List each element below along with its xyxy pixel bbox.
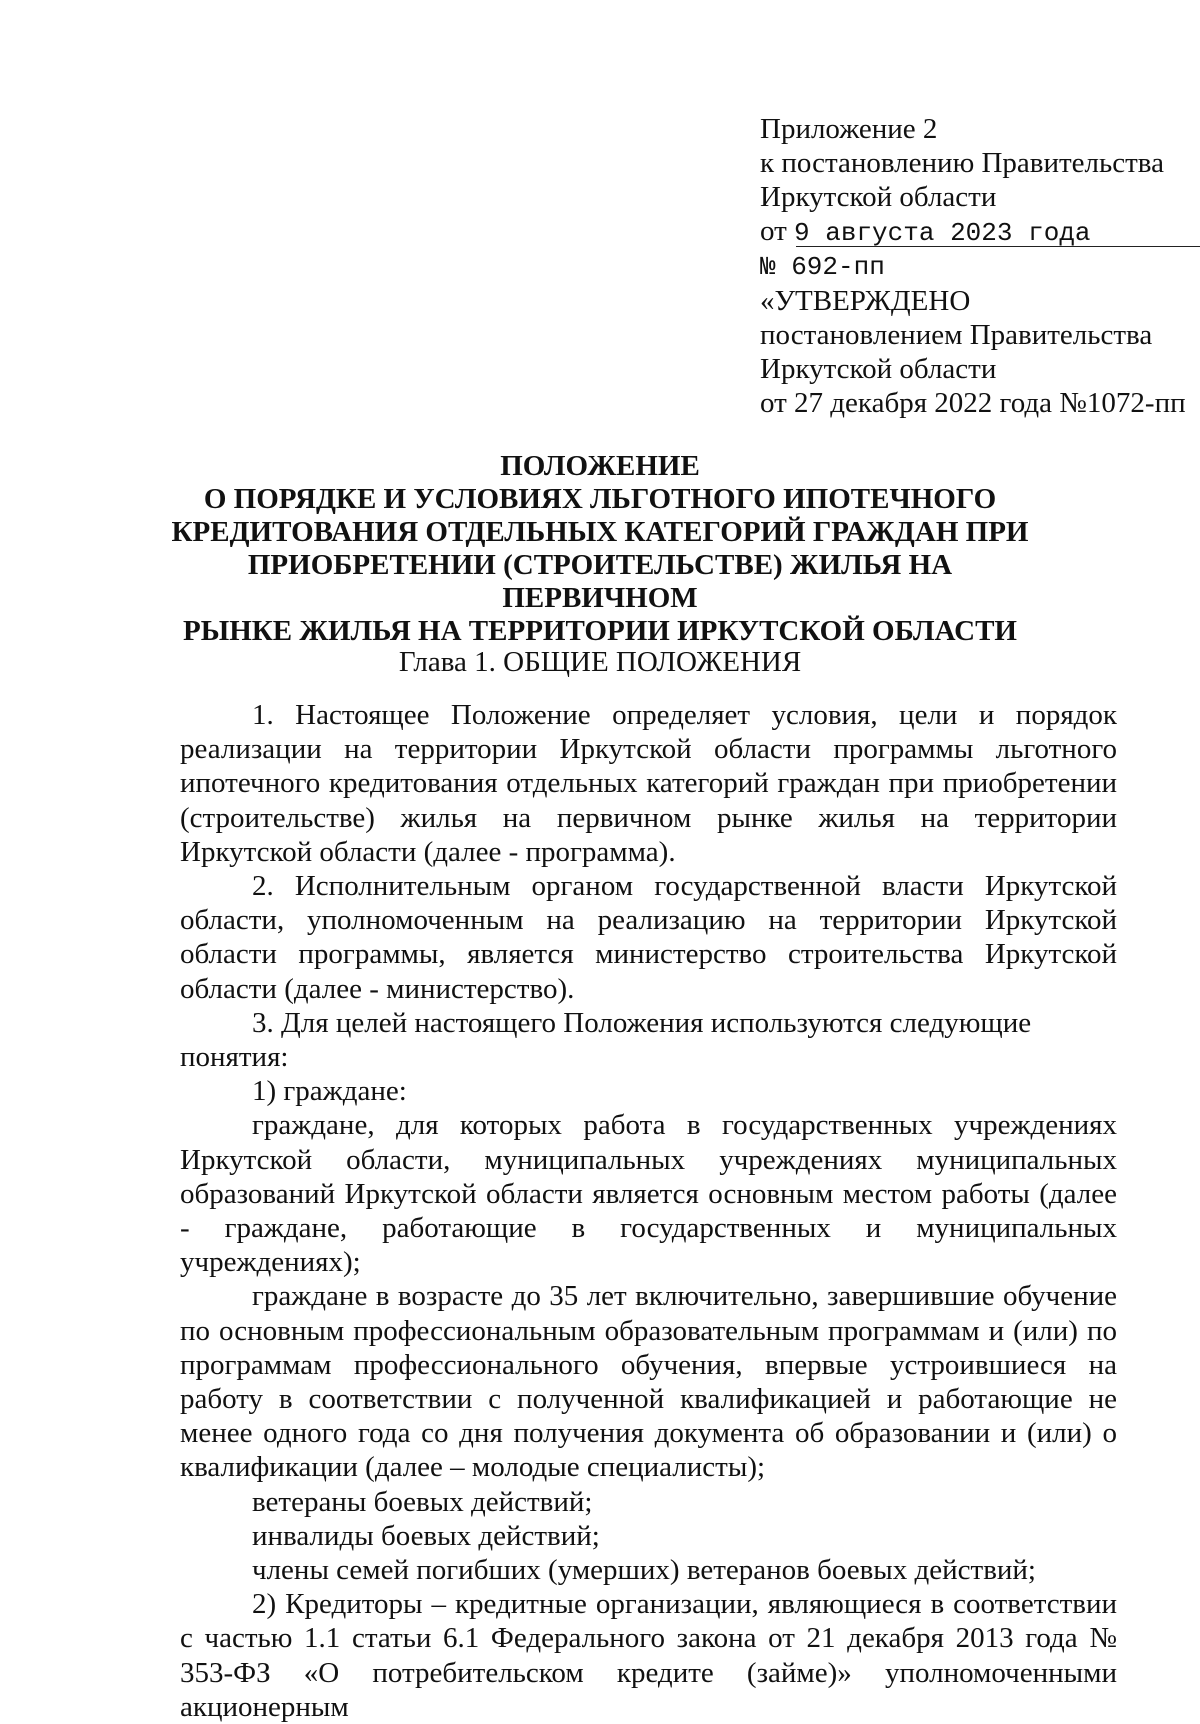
- appendix-header: [760, 112, 1186, 420]
- appendix-label: Приложение 2: [760, 113, 938, 145]
- paragraph: инвалиды боевых действий;: [252, 1519, 600, 1552]
- approved-date-number: от 27 декабря 2022 года №1072-пп: [760, 387, 1186, 419]
- paragraph: 1. Настоящее Положение определяет условия, цели и порядок реализации на территории Иркутской области программы льготного ипотечного кредитования отдельных категорий граждан при приобретении (строительстве) жилья на первичном рынке жилья на территории Иркутской области (далее - программа).: [180, 699, 1117, 868]
- appendix-region: Иркутской области: [760, 181, 997, 213]
- paragraph: ветераны боевых действий;: [252, 1485, 593, 1518]
- date-underline: [796, 246, 1200, 247]
- document-title: [150, 450, 1050, 648]
- paragraph: 3. Для целей настоящего Положения используются следующие понятия:: [180, 1006, 1032, 1074]
- document-body: [180, 698, 1117, 1724]
- paragraph: 1) граждане:: [252, 1075, 407, 1108]
- resolution-date: 9 августа 2023 года: [794, 218, 1091, 248]
- chapter-heading: Глава 1. ОБЩИЕ ПОЛОЖЕНИЯ: [398, 646, 802, 678]
- approved-label: «УТВЕРЖДЕНО: [760, 285, 971, 317]
- title-line: КРЕДИТОВАНИЯ ОТДЕЛЬНЫХ КАТЕГОРИЙ ГРАЖДАН ПРИ: [171, 516, 1029, 548]
- resolution-date-line: [760, 214, 1180, 250]
- approved-by: постановлением Правительства: [760, 319, 1153, 351]
- title-line: О ПОРЯДКЕ И УСЛОВИЯХ ЛЬГОТНОГО ИПОТЕЧНОГО: [203, 483, 997, 515]
- paragraph: граждане, для которых работа в государственных учреждениях Иркутской области, муниципальных учреждениях муниципальных образований Иркутской области является основным местом работы (далее - граждане, работающие в государственных и муниципальных учреждениях);: [180, 1109, 1117, 1279]
- paragraph: 2) Кредиторы – кредитные организации, являющиеся в соответствии с частью 1.1 статьи 6.1 Федерального закона от 21 декабря 2013 года № 353-ФЗ «О потребительском кредите (займе)» уполномоченными акционерным: [180, 1588, 1117, 1723]
- paragraph: 2. Исполнительным органом государственной власти Иркутской области, уполномоченным на реализацию на территории Иркутской области программы, является министерство строительства Иркутской области (далее - министерство).: [180, 870, 1117, 1005]
- title-line: ПОЛОЖЕНИЕ: [500, 450, 700, 482]
- title-line: ПРИОБРЕТЕНИИ (СТРОИТЕЛЬСТВЕ) ЖИЛЬЯ НА ПЕРВИЧНОМ: [247, 549, 953, 614]
- title-line: РЫНКЕ ЖИЛЬЯ НА ТЕРРИТОРИИ ИРКУТСКОЙ ОБЛАСТИ: [183, 615, 1017, 647]
- appendix-to-resolution: к постановлению Правительства: [760, 147, 1164, 179]
- date-prefix: от: [760, 215, 787, 247]
- resolution-number: № 692-пп: [760, 252, 885, 282]
- paragraph: члены семей погибших (умерших) ветеранов боевых действий;: [252, 1554, 1036, 1587]
- paragraph: граждане в возрасте до 35 лет включительно, завершившие обучение по основным профессиональным образовательным программам и (или) по программам профессионального обучения, впервые устроившиеся на работу в соответствии с полученной квалификацией и работающие не менее одного года со дня получения документа об образовании и (или) о квалификации (далее – молодые специалисты);: [180, 1280, 1117, 1484]
- approved-region: Иркутской области: [760, 353, 997, 385]
